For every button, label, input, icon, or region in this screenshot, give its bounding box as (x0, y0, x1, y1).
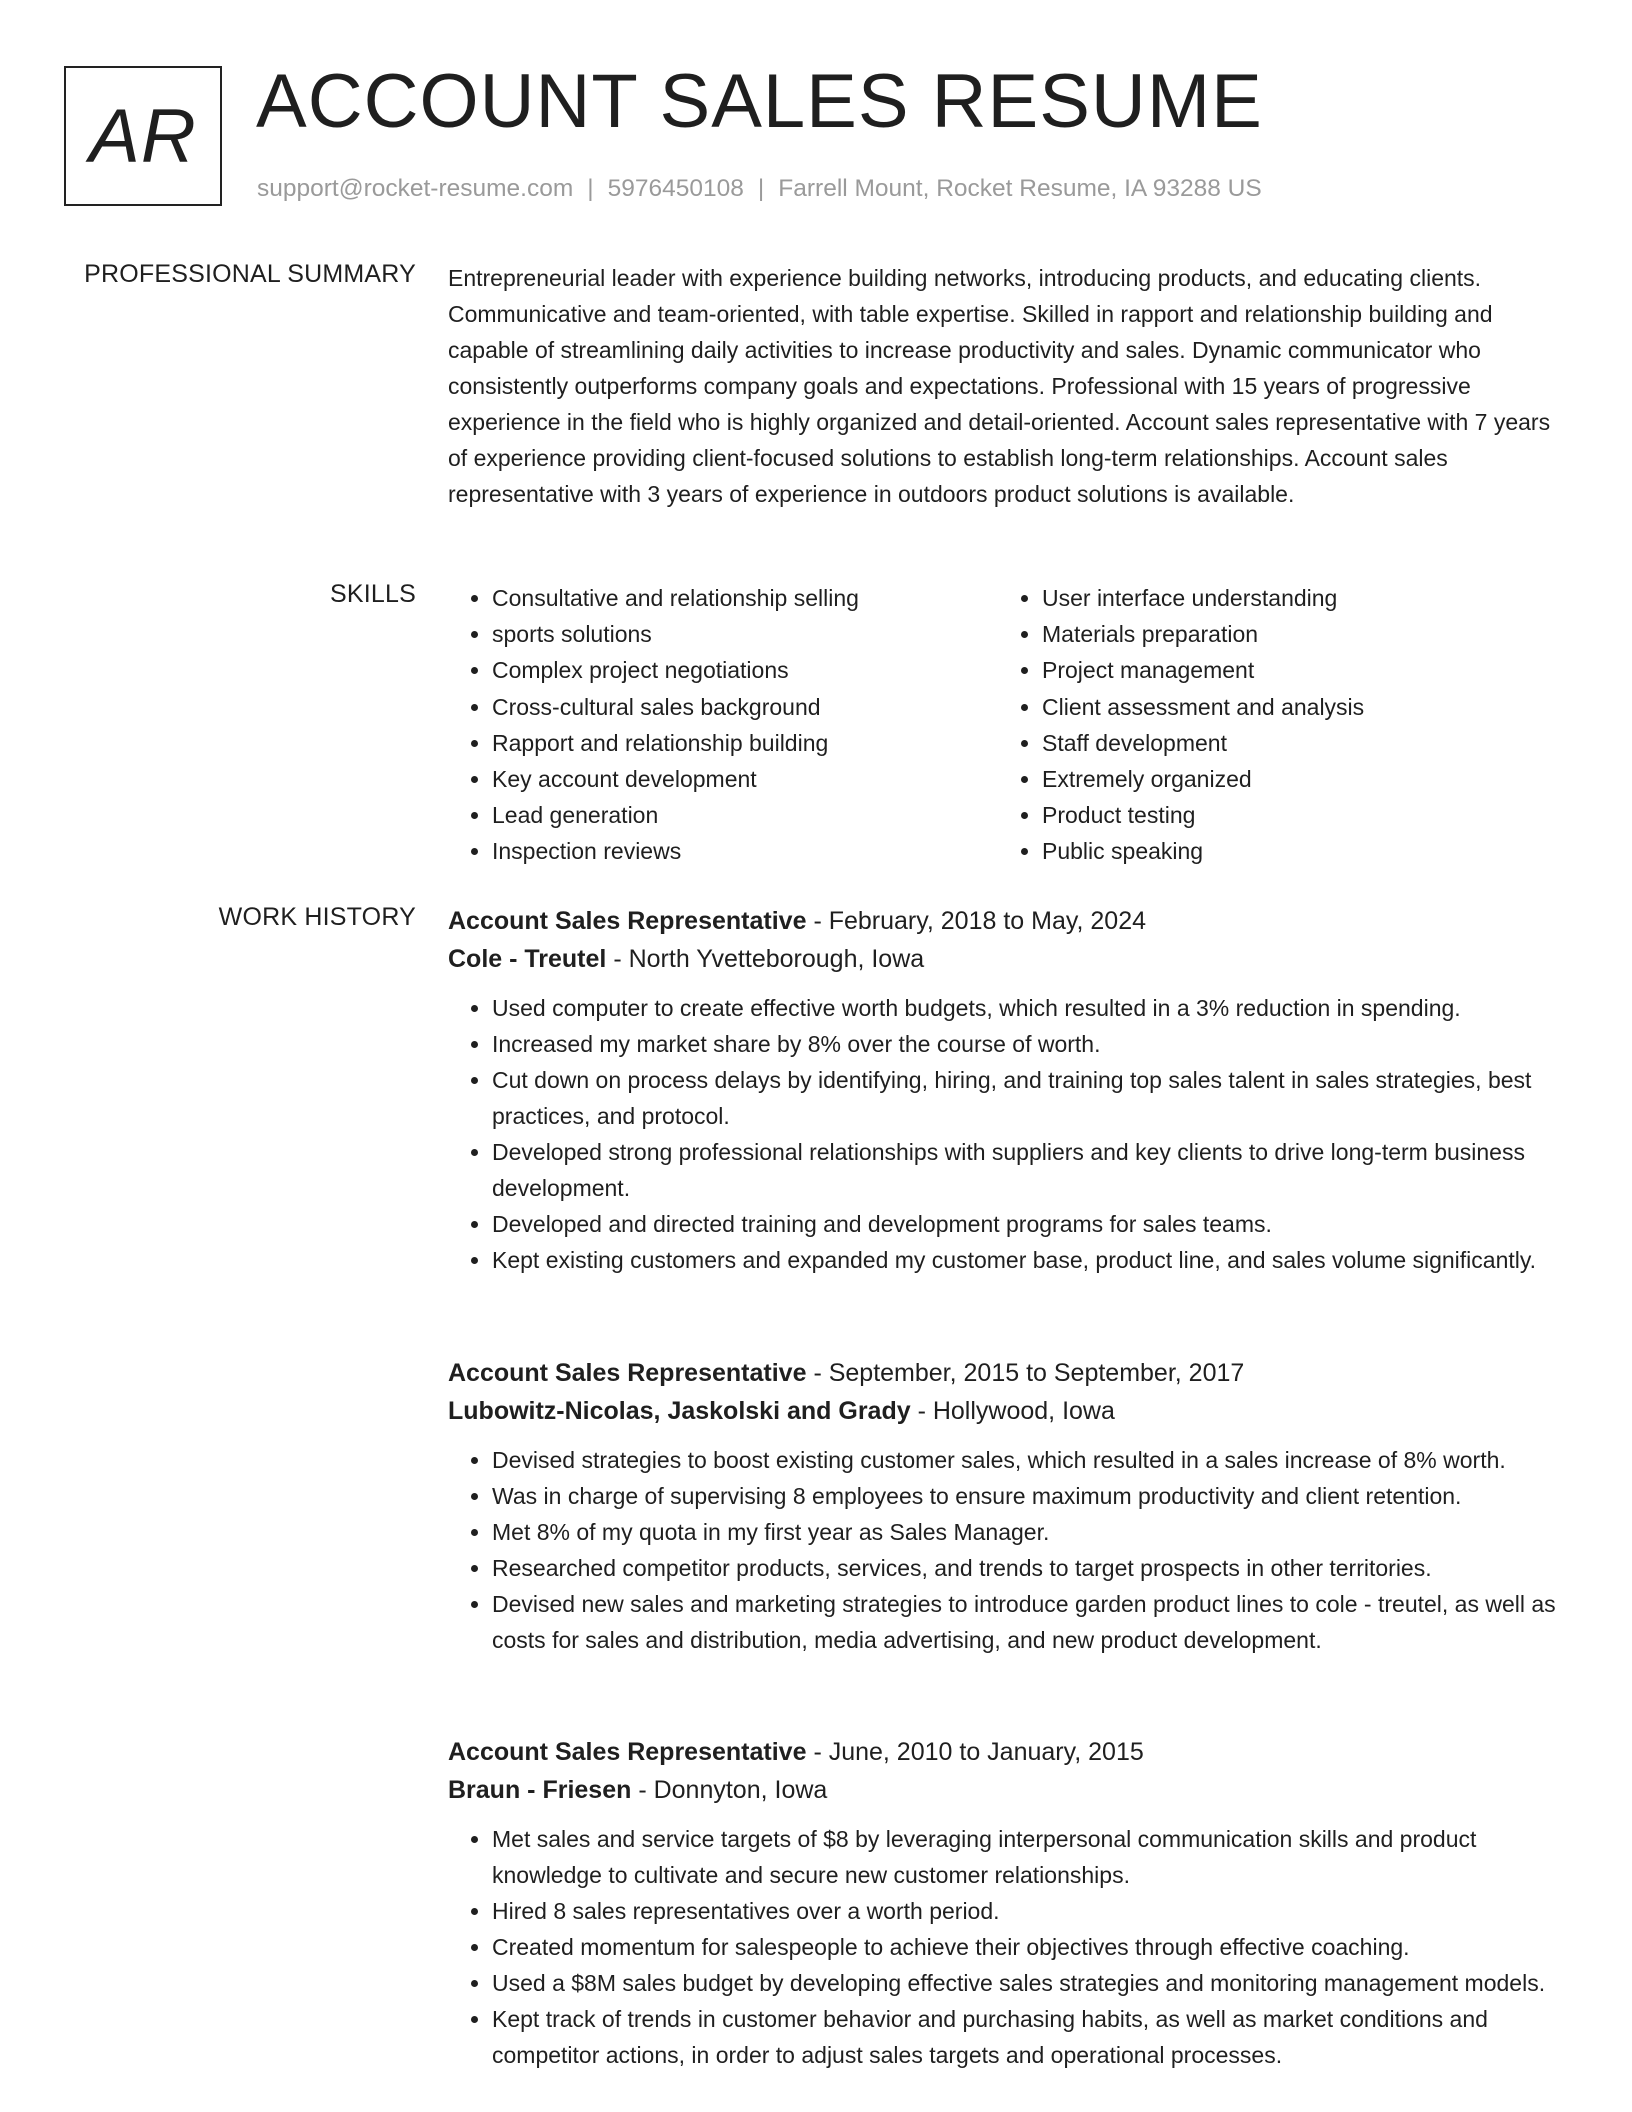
job-dates: - September, 2015 to September, 2017 (813, 1359, 1245, 1387)
job-bullet: • Used a $8M sales budget by developing effective sales strategies and monitoring management models. (492, 1965, 1573, 2001)
job-bullet: • Devised new sales and marketing strategies to introduce garden product lines to cole - treutel, as well as costs for sales and distribution, media advertising, and new product development. (492, 1586, 1573, 1658)
section-label-summary: PROFESSIONAL SUMMARY (84, 260, 416, 288)
resume-title: ACCOUNT SALES RESUME (256, 59, 1263, 144)
job-title-line (448, 902, 1573, 940)
job-bullet: • Kept track of trends in customer behavior and purchasing habits, as well as market conditions and competitor actions, in order to adjust sales targets and operational processes. (492, 2001, 1573, 2073)
job-title-line (448, 1354, 1573, 1392)
skill-item: • Project management (1042, 652, 1364, 688)
skill-item: • Lead generation (492, 797, 859, 833)
job-bullet: • Cut down on process delays by identifying, hiring, and training top sales talent in sales strategies, best practices, and protocol. (492, 1062, 1573, 1134)
job-bullet: • Developed and directed training and development programs for sales teams. (492, 1206, 1573, 1242)
job-bullet: • Kept existing customers and expanded my customer base, product line, and sales volume significantly. (492, 1242, 1573, 1278)
summary-text: Entrepreneurial leader with experience building networks, introducing products, and educating clients. Communicative and team-oriented, with table expertise. Skilled in rapport and relationship building and capable of streamlining daily activities to increase productivity and sales. Dynamic communicator who consistently outperforms company goals and expectations. Professional with 15 years of progressive experience in the field who is highly organized and detail-oriented. Account sales representative with 7 years of experience providing client-focused solutions to establish long-term relationships. Account sales representative with 3 years of experience in outdoors product solutions is available. (448, 265, 1551, 507)
job-bullet: • Met sales and service targets of $8 by leveraging interpersonal communication skills and product knowledge to cultivate and secure new customer relationships. (492, 1821, 1573, 1893)
job-title: Account Sales Representative (448, 1738, 807, 1766)
job-company: Cole - Treutel (448, 945, 607, 973)
job-title-line (448, 1733, 1573, 1771)
job-company-line (448, 1771, 1573, 1809)
job-bullets (448, 1821, 1573, 2073)
job-location: - Hollywood, Iowa (917, 1397, 1115, 1425)
job-bullet: • Was in charge of supervising 8 employees to ensure maximum productivity and client retention. (492, 1478, 1573, 1514)
skill-item: • Public speaking (1042, 833, 1364, 869)
job-bullet: • Used computer to create effective worth budgets, which resulted in a 3% reduction in spending. (492, 990, 1573, 1026)
contact-phone: 5976450108 (607, 175, 744, 202)
job-location: - Donnyton, Iowa (638, 1776, 828, 1804)
skill-item: • Rapport and relationship building (492, 725, 859, 761)
skill-item: • sports solutions (492, 616, 859, 652)
job-bullet: • Created momentum for salespeople to achieve their objectives through effective coaching. (492, 1929, 1573, 1965)
job-entry (448, 1354, 1573, 1658)
job-title: Account Sales Representative (448, 1359, 807, 1387)
job-title: Account Sales Representative (448, 907, 807, 935)
section-label-skills: SKILLS (330, 580, 416, 608)
job-bullet: • Increased my market share by 8% over the course of worth. (492, 1026, 1573, 1062)
skill-item: • Product testing (1042, 797, 1364, 833)
skills-list-left (448, 580, 859, 870)
skill-item: • User interface understanding (1042, 580, 1364, 616)
skill-item: • Client assessment and analysis (1042, 689, 1364, 725)
contact-address: Farrell Mount, Rocket Resume, IA 93288 US (778, 175, 1262, 202)
monogram-initials: AR (64, 66, 222, 206)
skill-item: • Key account development (492, 761, 859, 797)
contact-separator: | (587, 175, 594, 202)
job-entry (448, 902, 1573, 1278)
skill-item: • Staff development (1042, 725, 1364, 761)
job-dates: - February, 2018 to May, 2024 (813, 907, 1147, 935)
job-bullets (448, 1442, 1573, 1658)
job-dates: - June, 2010 to January, 2015 (813, 1738, 1144, 1766)
contact-email: support@rocket-resume.com (257, 175, 574, 202)
job-location: - North Yvetteborough, Iowa (613, 945, 925, 973)
job-bullet: • Researched competitor products, services, and trends to target prospects in other territories. (492, 1550, 1573, 1586)
job-bullet: • Developed strong professional relationships with suppliers and key clients to drive long-term business development. (492, 1134, 1573, 1206)
section-label-work-history: WORK HISTORY (218, 903, 416, 931)
job-company-line (448, 940, 1573, 978)
contact-line (257, 175, 1262, 203)
job-bullet: • Hired 8 sales representatives over a worth period. (492, 1893, 1573, 1929)
job-bullets (448, 990, 1573, 1278)
contact-separator: | (757, 175, 765, 202)
skill-item: • Complex project negotiations (492, 652, 859, 688)
skill-item: • Consultative and relationship selling (492, 580, 859, 616)
skill-item: • Cross-cultural sales background (492, 689, 859, 725)
skill-item: • Inspection reviews (492, 833, 859, 869)
job-company-line (448, 1392, 1573, 1430)
job-company: Braun - Friesen (448, 1776, 632, 1804)
job-bullet: • Met 8% of my quota in my first year as Sales Manager. (492, 1514, 1573, 1550)
skills-list-right (998, 580, 1364, 870)
skill-item: • Materials preparation (1042, 616, 1364, 652)
job-entry (448, 1733, 1573, 2073)
skill-item: • Extremely organized (1042, 761, 1364, 797)
job-company: Lubowitz-Nicolas, Jaskolski and Grady (448, 1397, 911, 1425)
job-bullet: • Devised strategies to boost existing customer sales, which resulted in a sales increase of 8% worth. (492, 1442, 1573, 1478)
